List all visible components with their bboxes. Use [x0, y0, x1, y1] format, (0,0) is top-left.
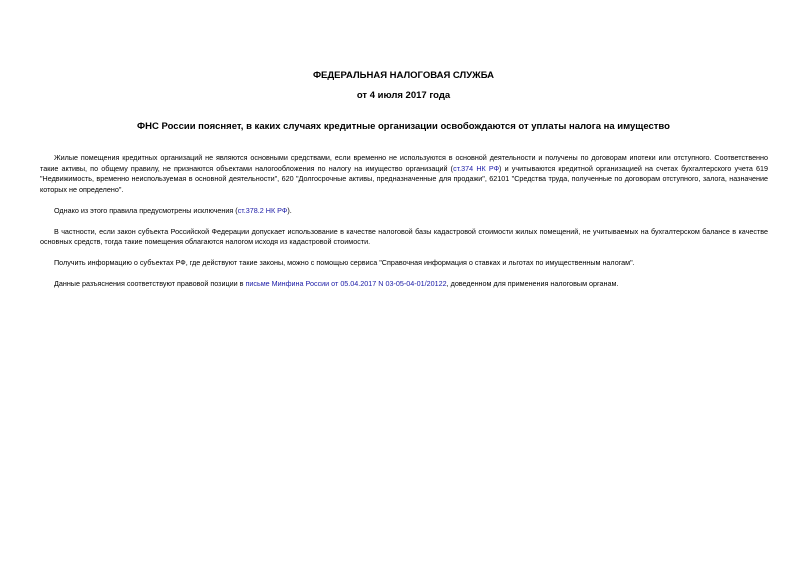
- paragraph-2-text-before: Однако из этого правила предусмотрены исключения (: [54, 205, 238, 215]
- paragraph-5: [40, 279, 768, 290]
- document-body: [40, 153, 768, 300]
- paragraph-1-text-before: Жилые помещения кредитных организаций не являются основными средствами, если временно не используются в основной деятельности и получены по договорам ипотеки или отступного. Соответственно такие активы, по общему правилу, не признаются объектами налогообложения по налогу на имущество организаций (: [40, 153, 768, 173]
- document-title: ФНС России поясняет, в каких случаях кредитные организации освобождаются от уплаты налога на имущество: [137, 121, 670, 132]
- paragraph-3: В частности, если закон субъекта Российской Федерации допускает использование в качестве налоговой базы кадастровой стоимости жилых помещений, не учитываемых на бухгалтерском балансе в качестве основных средств, тогда такие помещения облагаются налогом исходя из кадастровой стоимости.: [40, 226, 768, 246]
- paragraph-2: [40, 206, 768, 217]
- paragraph-1: [40, 153, 768, 195]
- link-minfin-letter[interactable]: письме Минфина России от 05.04.2017 N 03-05-04-01/20122: [245, 279, 447, 288]
- link-article-378-2[interactable]: ст.378.2 НК РФ: [237, 205, 288, 215]
- paragraph-5-text-after: , доведенном для применения налоговым органам.: [446, 279, 619, 288]
- organization-heading: ФЕДЕРАЛЬНАЯ НАЛОГОВАЯ СЛУЖБА: [312, 70, 495, 81]
- paragraph-1-text-after: ) и учитываются кредитной организацией на счетах бухгалтерского учета 619 "Недвижимость, временно неиспользуемая в основной деятельности", 620 "Долгосрочные активы, предназначенные для продажи", 62101 "Средства труда, полученные по договорам отступного, залога, назначение которых не определено".: [40, 163, 768, 194]
- document-date: от 4 июля 2017 года: [356, 90, 451, 101]
- paragraph-4: Получить информацию о субъектах РФ, где действуют такие законы, можно с помощью сервиса "Справочная информация о ставках и льготах по имущественным налогам".: [54, 258, 635, 267]
- paragraph-2-text-after: ).: [287, 205, 292, 215]
- paragraph-5-text-before: Данные разъяснения соответствуют правовой позиции в: [54, 279, 246, 288]
- link-article-374[interactable]: ст.374 НК РФ: [453, 163, 500, 173]
